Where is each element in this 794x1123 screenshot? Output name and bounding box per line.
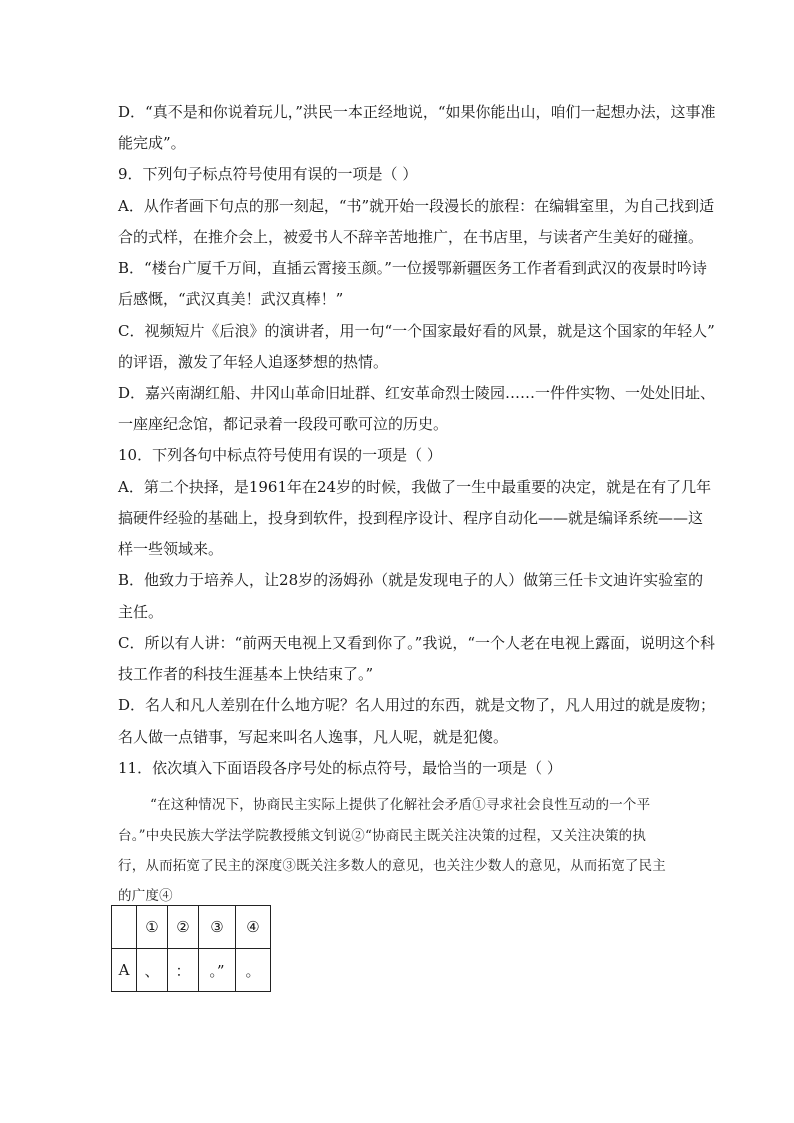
table-cell: 。” [199,949,236,992]
q9-option-b-line-2: 后感慨，“武汉真美！武汉真棒！” [118,290,344,308]
q9-option-c-line-2: 的评语，激发了年轻人追逐梦想的热情。 [118,353,389,371]
passage-line-4: 的广度④ [118,888,173,904]
q10-option-c-line-2: 技工作者的科技生涯基本上快结束了。” [118,665,374,683]
q10-option-c-line-1: C．所以有人讲：“前两天电视上又看到你了。”我说，“一个人老在电视上露面，说明这个科 [118,634,715,652]
question-11-stem: 11．依次填入下面语段各序号处的标点符号，最恰当的一项是（ ） [118,759,562,777]
q9-option-d-line-2: 一座座纪念馆，都记录着一段段可歌可泣的历史。 [118,415,449,433]
q10-option-b-line-2: 主任。 [118,603,164,621]
table-header-row [112,906,271,949]
q10-option-a-line-2: 搞硬件经验的基础上，投身到软件，投到程序设计、程序自动化——就是编译系统——这 [118,509,704,527]
q10-option-a-line-1: A．第二个抉择，是1961年在24岁的时候，我做了一生中最重要的决定，就是在有了几年 [118,478,712,496]
table-cell-option-label: A [112,949,137,992]
table-header-cell: ④ [236,906,271,949]
question-10-stem: 10．下列各句中标点符号使用有误的一项是（ ） [118,446,442,464]
table-cell: 、 [137,949,168,992]
table-header-cell: ② [168,906,199,949]
q9-option-a-line-2: 合的式样，在推介会上，被爱书人不辞辛苦地推广，在书店里，与读者产生美好的碰撞。 [118,228,704,246]
passage-line-1: “在这种情况下，协商民主实际上提供了化解社会矛盾①寻求社会良性互动的一个平 [150,797,651,813]
q8-option-d-line-2: 能完成”。 [118,134,186,152]
question-9-stem: 9．下列句子标点符号使用有误的一项是（ ） [118,165,418,183]
q10-option-a-line-3: 样一些领域来。 [118,540,224,558]
answer-options-table [111,905,271,992]
passage-line-2: 台。”中央民族大学法学院教授熊文钊说②“协商民主既关注决策的过程，又关注决策的执 [118,828,647,844]
table-cell: ： [168,949,199,992]
table-header-cell: ③ [199,906,236,949]
q9-option-b-line-1: B．“楼台广厦千万间，直插云霄接玉颜。”一位援鄂新疆医务工作者看到武汉的夜景时吟诗 [118,259,707,277]
q8-option-d-line-1: D．“真不是和你说着玩儿，”洪民一本正经地说，“如果你能出山，咱们一起想办法，这事准 [118,103,716,121]
table-header-cell: ① [137,906,168,949]
table-header-cell [112,906,137,949]
q10-option-d-line-1: D．名人和凡人差别在什么地方呢？名人用过的东西，就是文物了，凡人用过的就是废物； [118,696,716,714]
table-cell: 。 [236,949,271,992]
q9-option-c-line-1: C．视频短片《后浪》的演讲者，用一句“一个国家最好看的风景，就是这个国家的年轻人” [118,322,715,340]
passage-line-3: 行，从而拓宽了民主的深度③既关注多数人的意见，也关注少数人的意见，从而拓宽了民主 [118,858,666,874]
table-row [112,949,271,992]
q10-option-b-line-1: B．他致力于培养人，让28岁的汤姆孙（就是发现电子的人）做第三任卡文迪许实验室的 [118,571,704,589]
q9-option-d-line-1: D．嘉兴南湖红船、井冈山革命旧址群、红安革命烈士陵园……一件件实物、一处处旧址、 [118,384,716,402]
q9-option-a-line-1: A．从作者画下句点的那一刻起，“书”就开始一段漫长的旅程：在编辑室里，为自己找到适 [118,197,715,215]
q10-option-d-line-2: 名人做一点错事，写起来叫名人逸事，凡人呢，就是犯傻。 [118,728,509,746]
